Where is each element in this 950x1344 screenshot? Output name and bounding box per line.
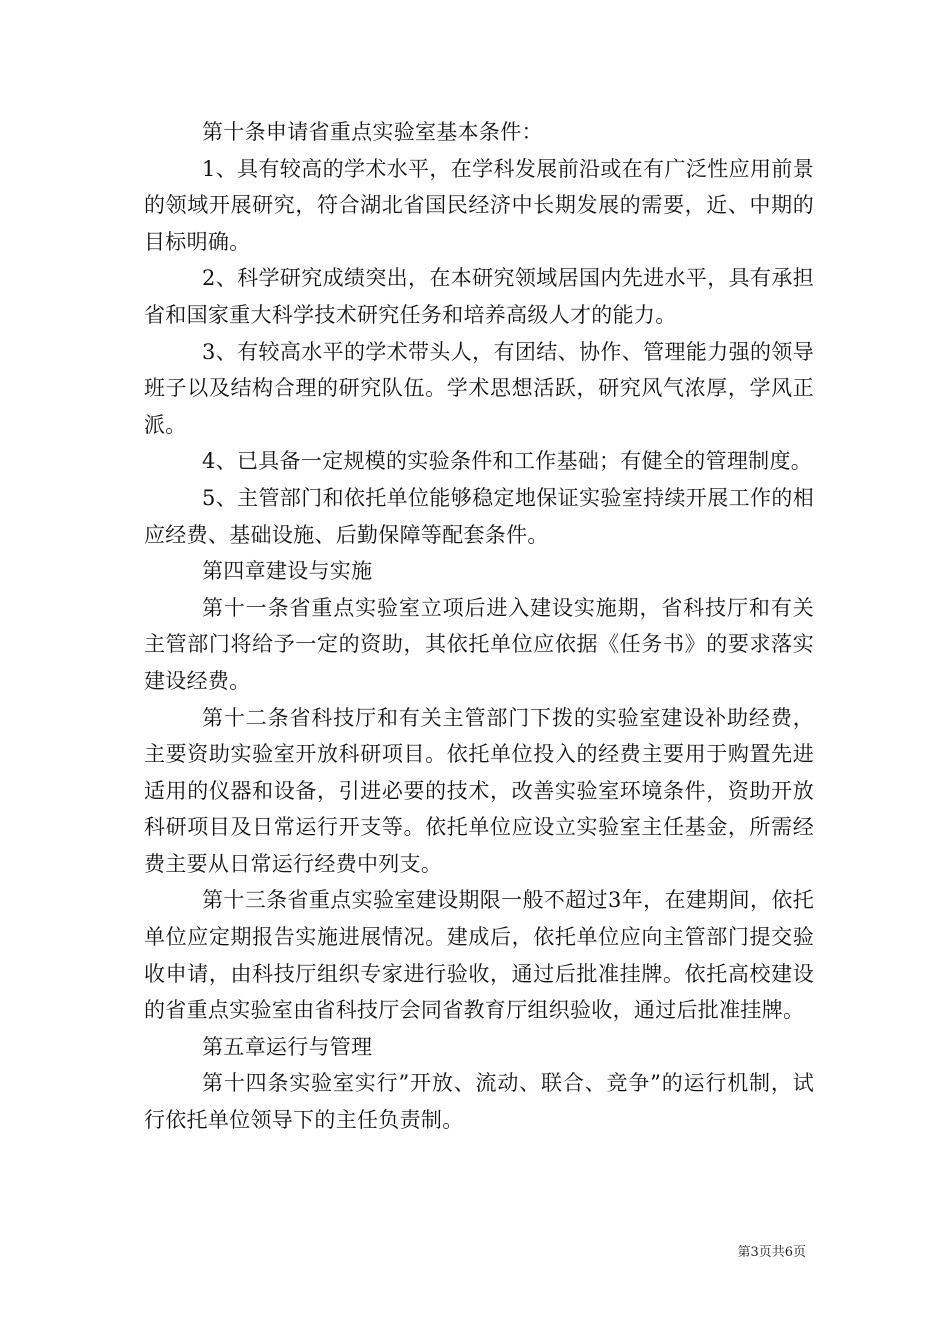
paragraph-article-10-heading: 第十条申请省重点实验室基本条件： [202, 120, 543, 144]
paragraph-article-12: 第十二条省科技厅和有关主管部门下拨的实验室建设补助经费，主要资助实验室开放科研项目。依托单位投入的经费主要用于购置先进适用的仪器和设备，引进必要的技术，改善实验室环境条件，资助开放科研项目及日常运行开支等。依托单位应设立实验室主任基金，所需经费主要从日常运行经费中列支。 [144, 705, 814, 876]
paragraph-condition-2: 2、科学研究成绩突出，在本研究领域居国内先进水平，具有承担省和国家重大科学技术研究任务和培养高级人才的能力。 [144, 266, 814, 327]
chapter-5-heading: 第五章运行与管理 [202, 1034, 373, 1059]
paragraph-condition-5: 5、主管部门和依托单位能够稳定地保证实验室持续开展工作的相应经费、基础设施、后勤保障等配套条件。 [144, 485, 814, 547]
paragraph-condition-3: 3、有较高水平的学术带头人，有团结、协作、管理能力强的领导班子以及结构合理的研究队伍。学术思想活跃，研究风气浓厚，学风正派。 [144, 339, 814, 437]
paragraph-article-14: 第十四条实验室实行”开放、流动、联合、竞争”的运行机制，试行依托单位领导下的主任负责制。 [144, 1071, 814, 1133]
chapter-4-heading: 第四章建设与实施 [202, 559, 373, 584]
document-body [144, 114, 814, 1139]
paragraph-condition-4: 4、已具备一定规模的实验条件和工作基础；有健全的管理制度。 [202, 449, 813, 474]
page-number-footer: 第3页共6页 [737, 1245, 806, 1260]
paragraph-article-11: 第十一条省重点实验室立项后进入建设实施期，省科技厅和有关主管部门将给予一定的资助，其依托单位应依据《任务书》的要求落实建设经费。 [144, 595, 814, 693]
paragraph-article-13: 第十三条省重点实验室建设期限一般不超过3年，在建期间，依托单位应定期报告实施进展情况。建成后，依托单位应向主管部门提交验收申请，由科技厅组织专家进行验收，通过后批准挂牌。依托高校建设的省重点实验室由省科技厅会同省教育厅组织验收，通过后批准挂牌。 [144, 888, 814, 1023]
paragraph-condition-1: 1、具有较高的学术水平，在学科发展前沿或在有广泛性应用前景的领域开展研究，符合湖北省国民经济中长期发展的需要，近、中期的目标明确。 [144, 156, 814, 254]
